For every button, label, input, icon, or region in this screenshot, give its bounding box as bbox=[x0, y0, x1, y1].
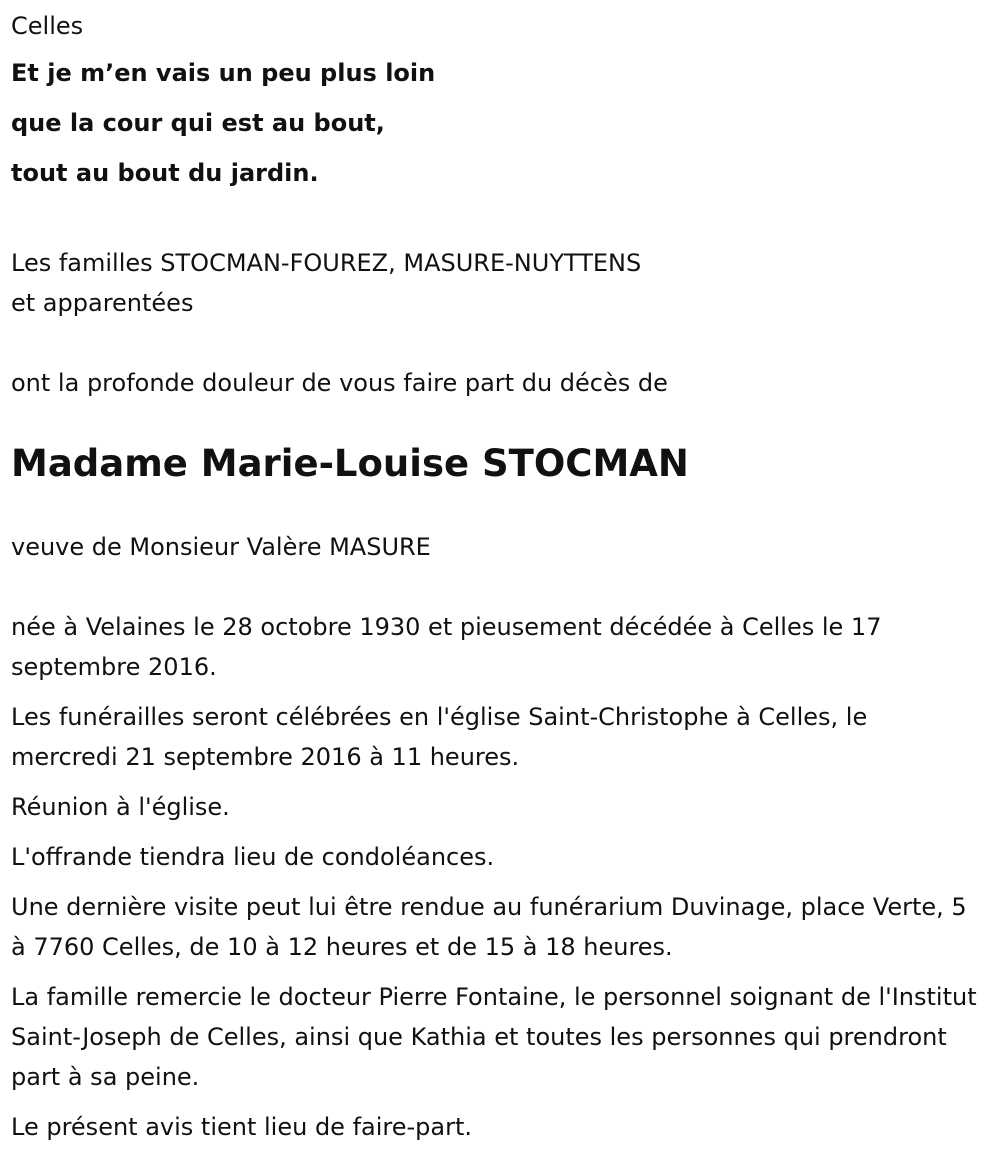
relatives-line: et apparentées bbox=[11, 289, 194, 317]
offering-paragraph: L'offrande tiendra lieu de condoléances. bbox=[11, 843, 495, 871]
spouse-text: veuve de Monsieur Valère MASURE bbox=[11, 533, 431, 561]
meeting-paragraph: Réunion à l'église. bbox=[11, 793, 230, 821]
notice-paragraph: Le présent avis tient lieu de faire-part. bbox=[11, 1113, 473, 1141]
families-line: Les familles STOCMAN-FOUREZ, MASURE-NUYTTENS bbox=[11, 249, 642, 277]
poem bbox=[11, 48, 988, 198]
families-block bbox=[11, 243, 988, 323]
announcement-text: ont la profonde douleur de vous faire part du décès de bbox=[11, 369, 668, 397]
poem-line-1: Et je m’en vais un peu plus loin bbox=[11, 59, 436, 87]
deceased-name: Madame Marie-Louise STOCMAN bbox=[11, 442, 689, 485]
funeral-paragraph: Les funérailles seront célébrées en l'église Saint-Christophe à Celles, le mercredi 21 septembre 2016 à 11 heures. bbox=[11, 703, 868, 771]
birth-death-paragraph: née à Velaines le 28 octobre 1930 et pieusement décédée à Celles le 17 septembre 2016. bbox=[11, 613, 882, 681]
visit-paragraph: Une dernière visite peut lui être rendue au funérarium Duvinage, place Verte, 5 à 7760 Celles, de 10 à 12 heures et de 15 à 18 heures. bbox=[11, 893, 967, 961]
location-heading: Celles bbox=[11, 12, 84, 40]
poem-line-2: que la cour qui est au bout, bbox=[11, 109, 385, 137]
thanks-paragraph: La famille remercie le docteur Pierre Fontaine, le personnel soignant de l'Institut Saint-Joseph de Celles, ainsi que Kathia et toutes les personnes qui prendront part à sa peine. bbox=[11, 983, 977, 1091]
poem-line-3: tout au bout du jardin. bbox=[11, 159, 319, 187]
